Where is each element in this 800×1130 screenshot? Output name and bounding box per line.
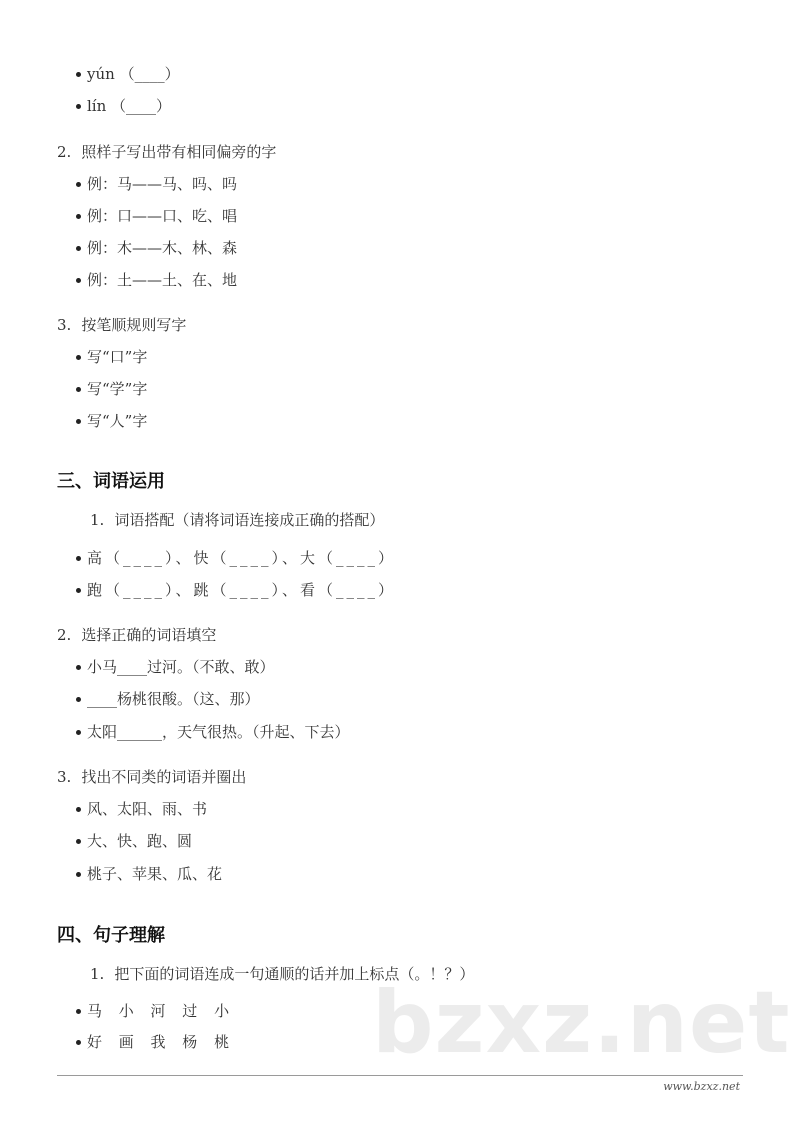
list-item [76, 174, 237, 194]
bullet-icon [76, 72, 81, 77]
list-item [76, 379, 147, 399]
list-item-text: 写“学”字 [87, 380, 148, 398]
question-number: 2. [57, 626, 72, 644]
footer-url: www.bzxz.net [663, 1080, 740, 1093]
question-number: 2. [57, 143, 72, 161]
bullet-icon [76, 588, 81, 593]
question-text: 找出不同类的词语并圈出 [81, 768, 247, 786]
bullet-icon [76, 556, 81, 561]
bullet-icon [76, 104, 81, 109]
question-text: 照样子写出带有相同偏旁的字 [81, 143, 277, 161]
question-title [57, 315, 186, 335]
list-item-text: 大、快、跑、圆 [87, 832, 193, 850]
list-item-text: ____杨桃很酸。（这、那） [87, 690, 260, 708]
list-item-text: 桃子、苹果、瓜、花 [87, 865, 223, 883]
bullet-icon [76, 872, 81, 877]
list-item [76, 657, 275, 677]
question-text: 选择正确的词语填空 [81, 626, 217, 644]
list-item [76, 1001, 235, 1021]
list-item [76, 831, 192, 851]
section-heading: 三、词语运用 [57, 471, 165, 492]
answer-blank: （____） [119, 65, 180, 83]
list-item [76, 799, 207, 819]
question-title [57, 625, 216, 645]
list-item [76, 1032, 235, 1052]
list-item [76, 347, 147, 367]
list-item-text: 风、太阳、雨、书 [87, 800, 208, 818]
pinyin-text: lín [87, 97, 107, 115]
pinyin-item [76, 64, 180, 84]
list-item [76, 722, 350, 742]
list-item [76, 206, 237, 226]
list-item-text: 小马____过河。（不敢、敢） [87, 658, 275, 676]
list-item-text: 马 小 河 过 小 [87, 1002, 236, 1020]
question-number: 1. [90, 965, 105, 983]
section-heading: 四、句子理解 [57, 925, 165, 946]
bullet-icon [76, 697, 81, 702]
list-item-text: 例：木——木、林、森 [87, 239, 238, 257]
bullet-icon [76, 387, 81, 392]
question-title [57, 767, 246, 787]
question-title [90, 510, 384, 530]
bullet-icon [76, 278, 81, 283]
question-number: 1. [90, 511, 105, 529]
list-item-text: 例：土——土、在、地 [87, 271, 238, 289]
bullet-icon [76, 182, 81, 187]
bullet-icon [76, 419, 81, 424]
list-item-text: 例：口——口、吃、唱 [87, 207, 238, 225]
bullet-icon [76, 355, 81, 360]
bullet-icon [76, 665, 81, 670]
list-item [76, 238, 237, 258]
bullet-icon [76, 807, 81, 812]
list-item [76, 864, 222, 884]
bullet-icon [76, 246, 81, 251]
question-number: 3. [57, 316, 72, 334]
list-item-text: 例：马——马、吗、吗 [87, 175, 238, 193]
list-item-text: 写“人”字 [87, 412, 148, 430]
question-title [90, 964, 474, 984]
list-item [76, 689, 260, 709]
list-item [76, 580, 396, 600]
pinyin-text: yún [87, 65, 115, 83]
list-item-text: 太阳______，天气很热。（升起、下去） [87, 723, 350, 741]
question-title [57, 142, 276, 162]
question-text: 把下面的词语连成一句通顺的话并加上标点（。！？） [114, 965, 475, 983]
bullet-icon [76, 839, 81, 844]
answer-blank: （____） [111, 97, 172, 115]
list-item [76, 548, 396, 568]
list-item-text: 好 画 我 杨 桃 [87, 1033, 236, 1051]
list-item-text: 写“口”字 [87, 348, 148, 366]
list-item [76, 270, 237, 290]
bullet-icon [76, 1040, 81, 1045]
watermark: bzxz.net [372, 973, 791, 1073]
bullet-icon [76, 214, 81, 219]
question-text: 词语搭配（请将词语连接成正确的搭配） [114, 511, 385, 529]
bullet-icon [76, 1009, 81, 1014]
pinyin-item [76, 96, 171, 116]
question-number: 3. [57, 768, 72, 786]
list-item-text: 高（____）、快（____）、大（____） [87, 549, 397, 567]
footer-divider [57, 1075, 743, 1076]
list-item-text: 跑（____）、跳（____）、看（____） [87, 581, 397, 599]
bullet-icon [76, 730, 81, 735]
list-item [76, 411, 147, 431]
question-text: 按笔顺规则写字 [81, 316, 187, 334]
